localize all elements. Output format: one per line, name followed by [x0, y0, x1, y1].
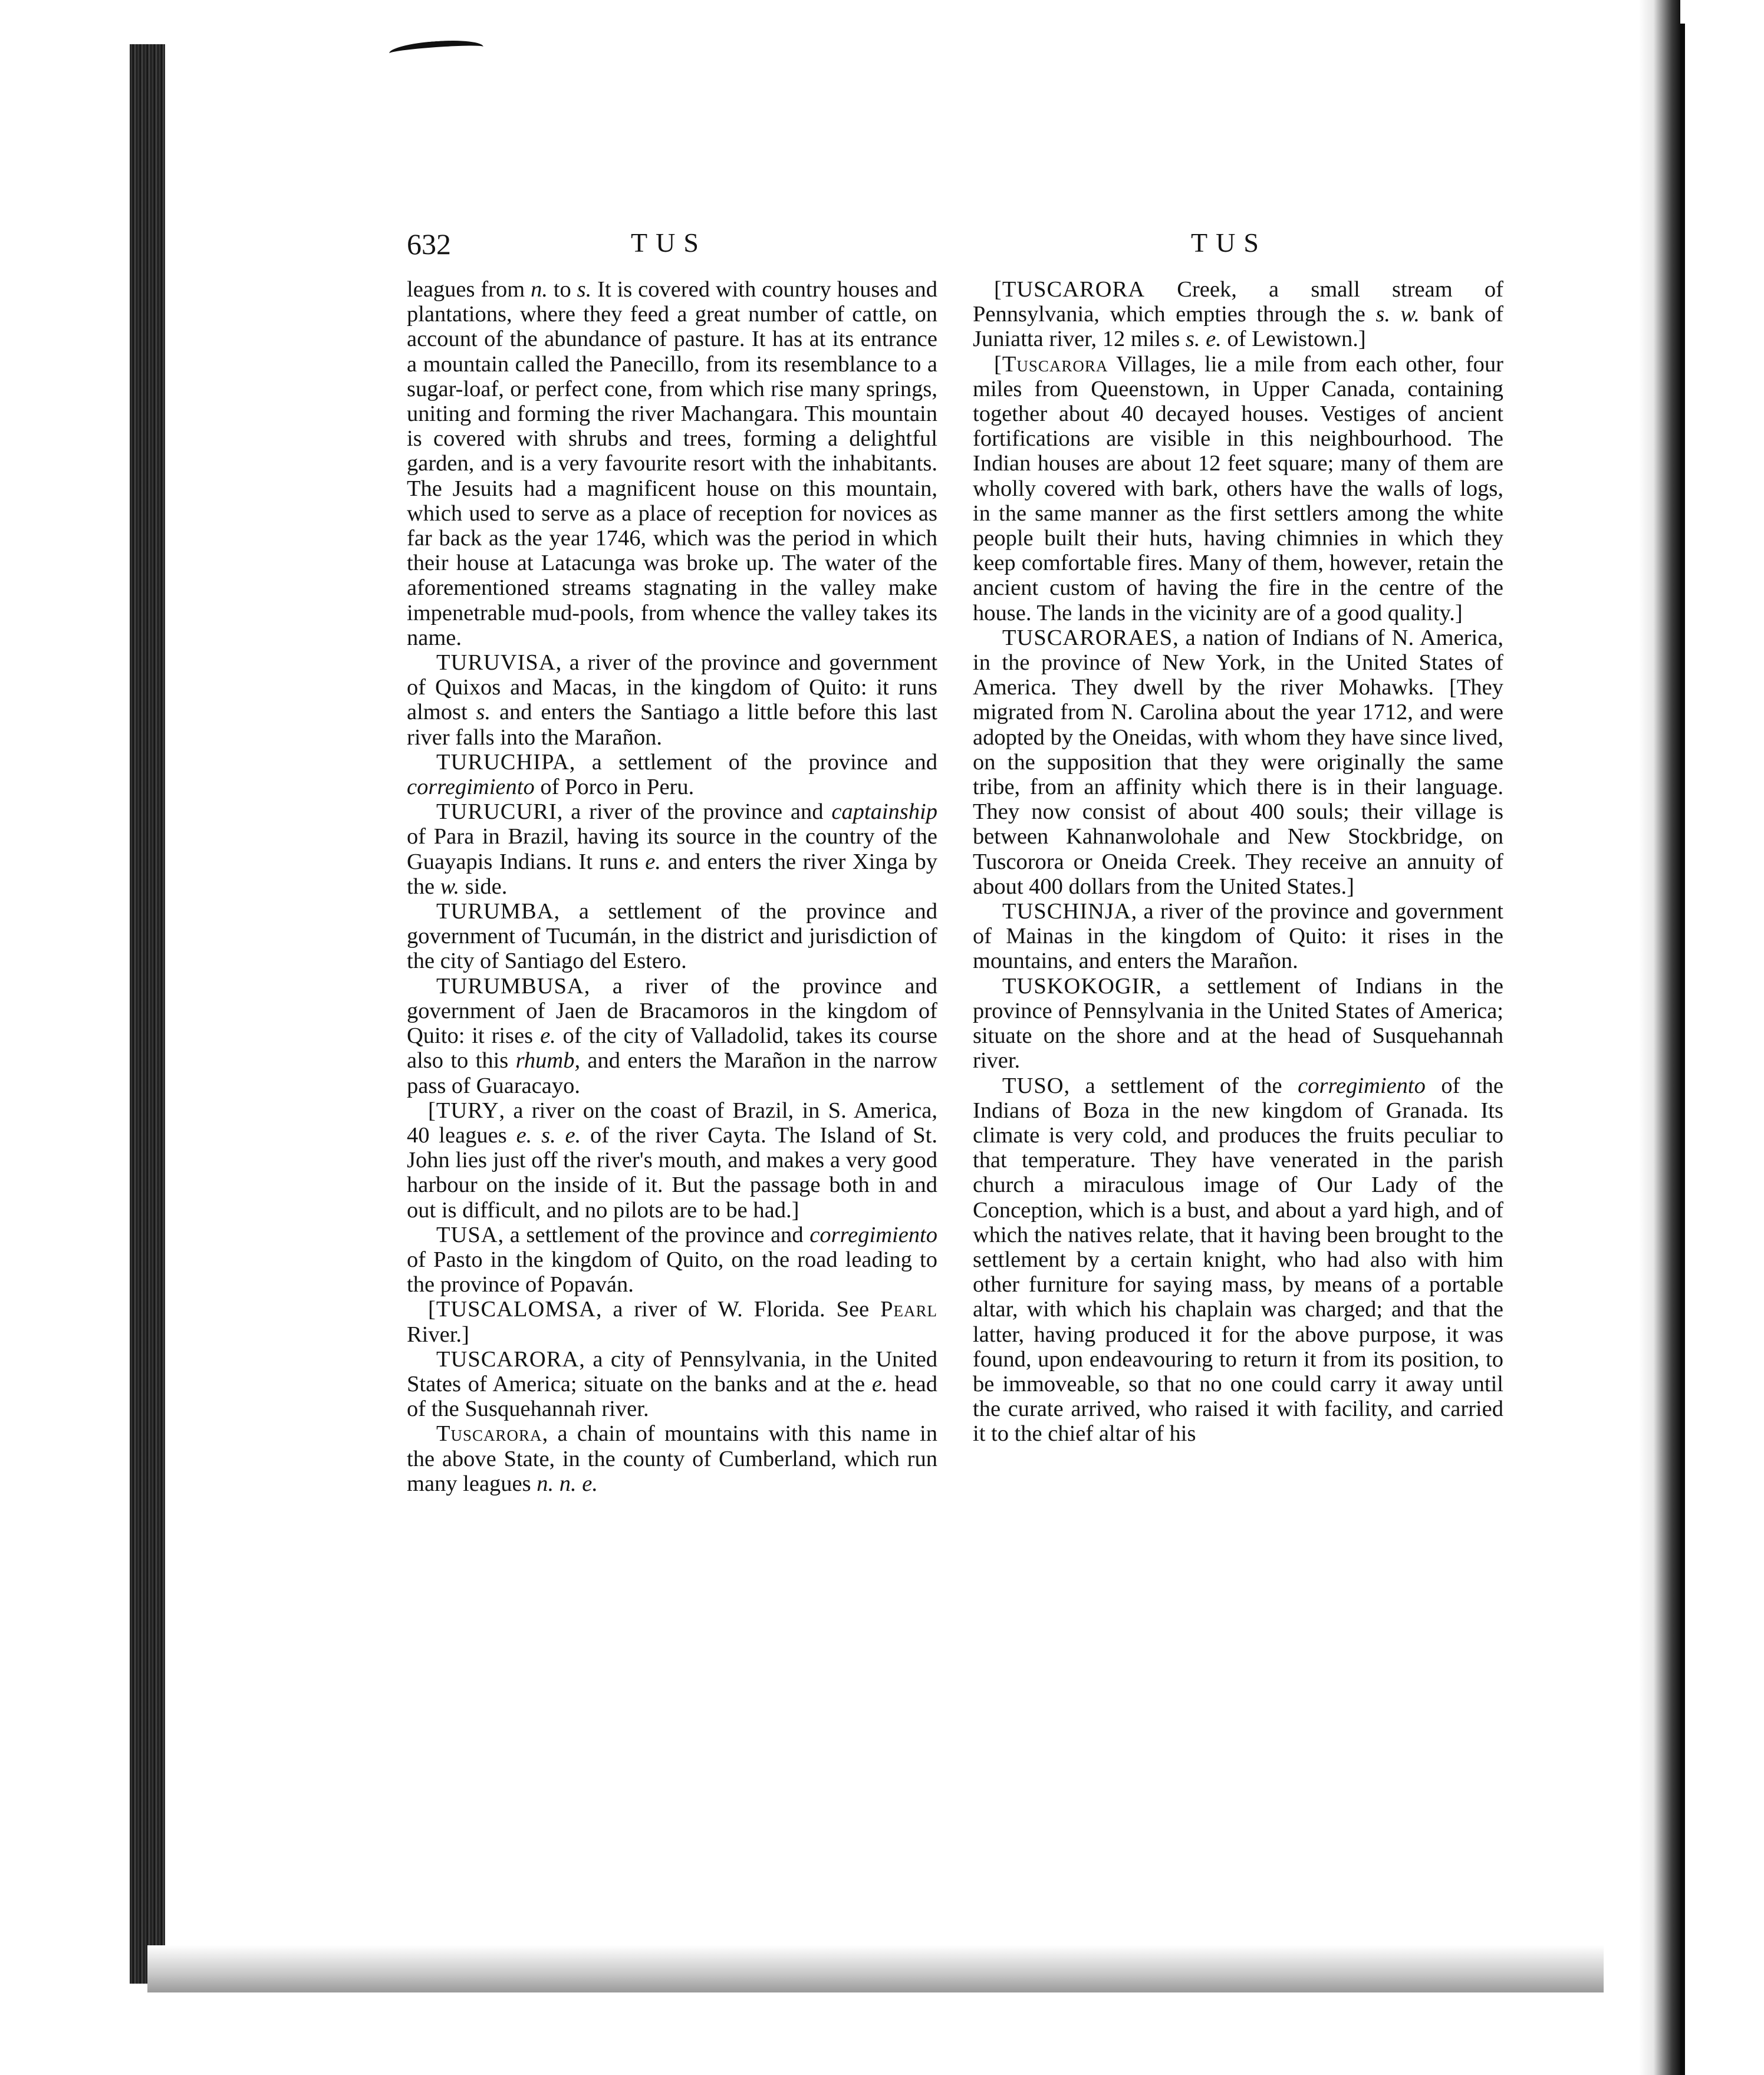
entry-italic: e.: [540, 1023, 556, 1049]
entry-headword: TURUCHIPA: [436, 749, 570, 775]
entry-text: River.]: [407, 1322, 469, 1347]
entry-text: and enters the Santiago a little before this last river falls into the Marañon.: [407, 700, 937, 750]
entry-tusa: [407, 1223, 937, 1297]
entry-italic: s.: [476, 700, 491, 725]
page-bottom-shadow: [147, 1945, 1604, 1992]
entry-headword: [TUSCALOMSA: [428, 1297, 596, 1322]
entry-italic: e.: [871, 1371, 888, 1396]
entry-text: head of the Susquehannah river.: [407, 1371, 937, 1422]
entry-headword: TUSCARORA: [436, 1346, 580, 1372]
entry-text: , a river of the province and government of Mainas in the kingdom of Quito: it rises in the mountains, and enters the Marañon.: [973, 899, 1503, 974]
entry-text: of Porco in Peru.: [534, 775, 695, 800]
entry-text: of the Indians of Boza in the new kingdom of Granada. Its climate is very cold, and produces the fruits peculiar to that temperature. They have venerated in the parish church a miraculous image of Our Lady of the Conception, which is a bust, and about a yard high, and of which the natives relate, that it having been brought to the settlement by a certain knight, who had also with him other furniture for saying mass, by means of a portable altar, with which his chaplain was charged; and that the latter, having produced it for the above purpose, it was found, upon endeavouring to return it from its position, to be immoveable, so that no one could carry it away until the curate arrived, who raised it with facility, and carried it to the chief altar of his: [973, 1073, 1503, 1447]
entry-text: of the city of Valladolid, takes its course also to this: [407, 1023, 938, 1073]
entry-headword: [: [994, 351, 1002, 377]
entry-text: , a settlement of the province and government of Tucumán, in the district and jurisdiction of the city of Santiago del Estero.: [407, 899, 937, 974]
entry-smallcaps: Tuscarora: [1002, 351, 1108, 377]
entry-text: leagues from: [407, 277, 531, 302]
book-page-edge: [130, 44, 165, 1984]
entry-italic: n.: [531, 277, 548, 302]
entry-text: , a settlement of the: [1064, 1073, 1298, 1098]
entry-turumba: [407, 899, 937, 974]
entry-headword: TURUCURI: [436, 799, 557, 825]
entry-text: , a city of Pennsylvania, in the United States of America; situate on the banks and at the: [407, 1346, 937, 1396]
entry-smallcaps: Tuscarora: [436, 1421, 542, 1447]
entry-italic: w.: [440, 874, 460, 899]
entry-text: , a chain of mountains with this name in the above State, in the county of Cumberland, which run many leagues: [407, 1421, 937, 1496]
entry-text: side.: [459, 874, 508, 899]
entry-tuscalomsa: [407, 1297, 937, 1346]
entry-cont: [407, 277, 937, 650]
scan-margin-left: [0, 0, 150, 2075]
entry-headword: TUSA: [436, 1222, 498, 1247]
entry-italic: s. w.: [1375, 302, 1420, 327]
entry-italic: e. s. e.: [516, 1122, 581, 1148]
running-head-right: TUS: [1191, 228, 1267, 258]
page-number: 632: [407, 228, 451, 261]
facing-page-edge: [1680, 24, 1764, 2075]
entry-turucuri: [407, 799, 937, 899]
entry-text: Creek, a small stream of Pennsylvania, which empties through the: [973, 277, 1503, 327]
entry-text: and enters the Marañon in the narrow pass of Guaracayo.: [407, 1048, 937, 1098]
entry-turuvisa: [407, 650, 937, 750]
entry-text: of Para in Brazil, having its source in the country of the Guayapis Indians. It runs: [407, 824, 937, 874]
entry-turuchipa: [407, 750, 937, 799]
entry-italic: s.: [577, 277, 592, 302]
entry-text: , a river of the province and government of Jaen de Bracamoros in the kingdom of Quito: it rises: [407, 973, 937, 1049]
entry-tuscarora-mountains: [407, 1421, 937, 1496]
entry-italic: captainship: [831, 799, 937, 825]
entry-text: , a river on the coast of Brazil, in S. America, 40 leagues: [407, 1098, 937, 1148]
entry-turumbusa: [407, 974, 937, 1098]
right-column: [973, 277, 1503, 1447]
entry-headword: TUSCARORAES: [1002, 625, 1173, 650]
entry-italic: rhumb,: [515, 1048, 581, 1073]
entry-tuscaroraes: [973, 625, 1503, 899]
entry-text: of Lewistown.]: [1221, 327, 1366, 352]
entry-tuscarora-villages: [973, 352, 1503, 625]
entry-smallcaps: Pearl: [880, 1297, 937, 1322]
entry-headword: TUSO: [1002, 1073, 1064, 1098]
entry-text: and enters the river Xinga by the: [407, 849, 937, 899]
entry-text: , a river of the province and government of Quixos and Macas, in the kingdom of Quito: it runs almost: [407, 650, 937, 725]
entry-text: of the river Cayta. The Island of St. John lies just off the river's mouth, and makes a very good harbour on the inside of it. But the passage both in and out is difficult, and no pilots are to be had.]: [407, 1122, 938, 1223]
entry-text: It is covered with country houses and plantations, where they feed a great number of cattle, on account of the abundance of pasture. It has at its entrance a mountain called the Panecillo, from its resemblance to a sugar-loaf, or perfect cone, from which rise many springs, uniting and forming the river Machangara. This mountain is covered with shrubs and trees, forming a delightful garden, and is a very favourite resort with the inhabitants. The Jesuits had a magnificent house on this mountain, which used to serve as a place of reception for novices as far back as the year 1746, which was the period in which their house at Latacunga was broke up. The water of the aforementioned streams stagnating in the valley make impenetrable mud-pools, from whence the valley takes its name.: [407, 277, 937, 650]
entry-tuschinja: [973, 899, 1503, 974]
left-column: [407, 277, 937, 1496]
entry-italic: s. e.: [1185, 327, 1222, 352]
entry-tuso: [973, 1073, 1503, 1447]
book-gutter-shadow: [1639, 0, 1680, 2075]
entry-tuscarora-city: [407, 1347, 937, 1422]
entry-text: , a river of W. Florida. See: [595, 1297, 881, 1322]
entry-italic: corregimiento: [1298, 1073, 1426, 1098]
entry-headword: TURUVISA: [436, 650, 556, 676]
entry-headword: [TURY: [428, 1098, 499, 1123]
entry-text: Villages, lie a mile from each other, four miles from Queenstown, in Upper Canada, containing together about 40 decayed houses. Vestiges of ancient fortifications are visible in this neighbourhood. The Indian houses are about 12 feet square; many of them are wholly covered with bark, others have the walls of logs, in the same manner as the first settlers among the white people built their huts, having chimnies in which they keep comfortable fires. Many of them, however, retain the ancient custom of having the fire in the centre of the house. The lands in the vicinity are of a good quality.]: [973, 351, 1503, 625]
entry-text: , a nation of Indians of N. America, in the province of New York, in the United States of America. They dwell by the river Mohawks. [They migrated from N. Carolina about the year 1712, and were adopted by the Oneidas, with whom they have since lived, on the supposition that they were originally the same tribe, from an affinity which there is in their language. They now consist of about 400 souls; their village is between Kahnanwolohale and New Stockbridge, on Tuscorora or Oneida Creek. They receive an annuity of about 400 dollars from the United States.]: [973, 625, 1503, 899]
entry-headword: [TUSCARORA: [994, 277, 1146, 302]
entry-headword: TUSCHINJA: [1002, 899, 1131, 924]
entry-text: , a river of the province and: [557, 799, 832, 825]
entry-text: , a settlement of Indians in the province of Pennsylvania in the United States of America; situate on the shore and at the head of Susquehannah river.: [973, 973, 1503, 1073]
entry-text: , a settlement of the province and: [569, 749, 937, 775]
entry-text: bank of Juniatta river, 12 miles: [973, 302, 1503, 352]
entry-italic: corregimiento: [407, 775, 535, 800]
entry-text: , a settlement of the province and: [498, 1222, 810, 1247]
entry-text: of Pasto in the kingdom of Quito, on the road leading to the province of Popaván.: [407, 1247, 937, 1297]
entry-italic: e.: [645, 849, 662, 874]
entry-tuscarora-creek: [973, 277, 1503, 352]
entry-tuskokogir: [973, 974, 1503, 1073]
entry-italic: n. n. e.: [537, 1471, 598, 1496]
entry-text: to: [547, 277, 577, 302]
entry-italic: corregimiento: [809, 1222, 937, 1247]
entry-headword: TUSKOKOGIR: [1002, 973, 1156, 999]
running-head: [407, 227, 1503, 262]
entry-tury: [407, 1098, 937, 1223]
running-head-left: TUS: [631, 228, 707, 258]
entry-headword: TURUMBA: [436, 899, 554, 924]
entry-headword: TURUMBUSA: [436, 973, 584, 999]
